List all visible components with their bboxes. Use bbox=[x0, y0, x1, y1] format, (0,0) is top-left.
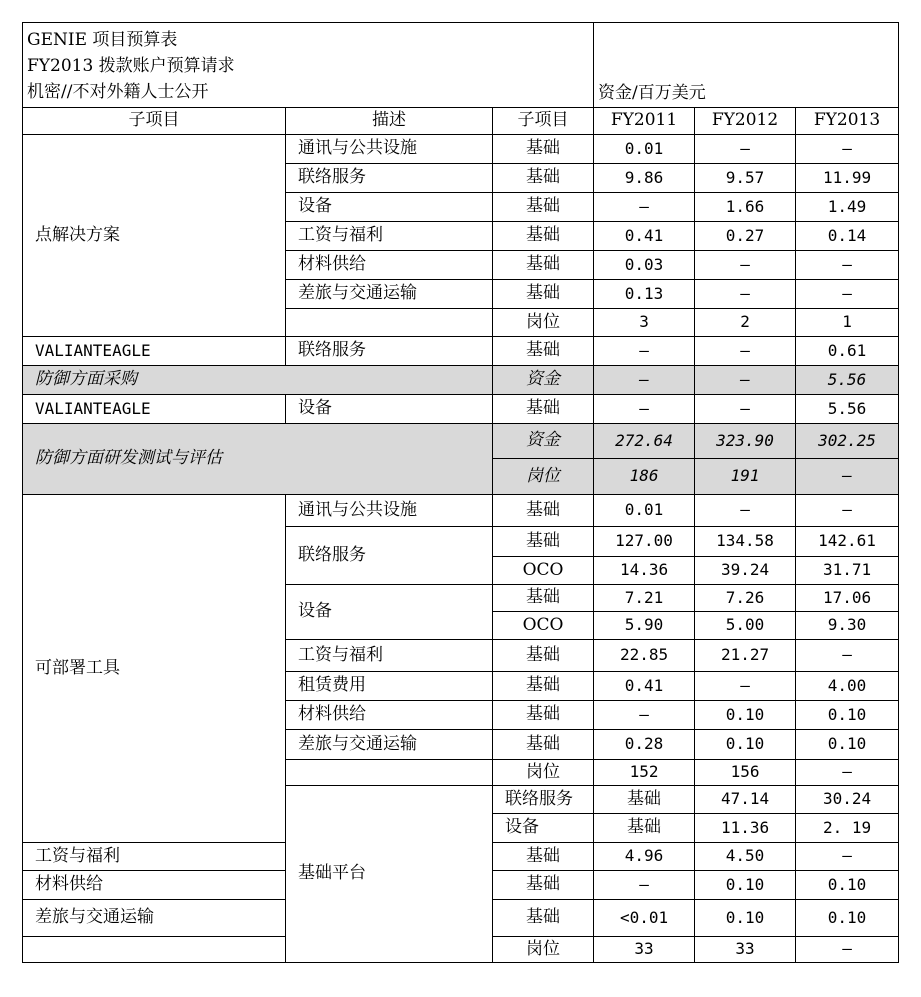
value-fy2011: 272.64 bbox=[594, 424, 695, 459]
row-description bbox=[286, 760, 493, 786]
col-header-sub-project: 子项目 bbox=[23, 108, 286, 135]
col-header-sub-item: 子项目 bbox=[493, 108, 594, 135]
row-description: 工资与福利 bbox=[23, 843, 286, 871]
row-description: 通讯与公共设施 bbox=[286, 495, 493, 527]
value-fy2012: 2. 19 bbox=[796, 814, 899, 843]
value-fy2012: 323.90 bbox=[695, 424, 796, 459]
row-description: 材料供给 bbox=[23, 871, 286, 900]
value-fy2011: – bbox=[594, 395, 695, 424]
value-fy2011: – bbox=[594, 193, 695, 222]
title-line-3: 机密//不对外籍人士公开 bbox=[27, 82, 209, 102]
title-block bbox=[23, 23, 594, 108]
value-fy2011: 5.90 bbox=[594, 612, 695, 640]
value-fy2013: – bbox=[796, 459, 899, 495]
value-fy2013: 0.61 bbox=[796, 337, 899, 366]
row-type: 基础 bbox=[493, 222, 594, 251]
value-fy2011: 152 bbox=[594, 760, 695, 786]
value-fy2013: 9.30 bbox=[796, 612, 899, 640]
value-fy2012: – bbox=[695, 337, 796, 366]
value-fy2013: 142.61 bbox=[796, 527, 899, 557]
value-fy2011: 0.13 bbox=[594, 280, 695, 309]
value-fy2011: – bbox=[594, 366, 695, 395]
row-type: 基础 bbox=[493, 672, 594, 701]
value-fy2012: 2 bbox=[695, 309, 796, 337]
row-type: 基础 bbox=[594, 786, 695, 814]
value-fy2011: 186 bbox=[594, 459, 695, 495]
title-line-2: FY2013 拨款账户预算请求 bbox=[27, 56, 235, 76]
table-row bbox=[23, 495, 899, 527]
value-fy2011: 14.36 bbox=[594, 557, 695, 585]
value-fy2011: 0.41 bbox=[594, 222, 695, 251]
value-fy2011: – bbox=[594, 871, 695, 900]
funding-unit: 资金/百万美元 bbox=[594, 23, 899, 108]
value-fy2012: 0.10 bbox=[695, 730, 796, 760]
value-fy2011: 33 bbox=[594, 937, 695, 963]
value-fy2012: 156 bbox=[695, 760, 796, 786]
column-header-row bbox=[23, 108, 899, 135]
value-fy2012: – bbox=[695, 280, 796, 309]
value-fy2011: 7.21 bbox=[594, 585, 695, 612]
value-fy2013: – bbox=[796, 251, 899, 280]
row-description: 设备 bbox=[286, 395, 493, 424]
value-fy2012: 0.27 bbox=[695, 222, 796, 251]
title-line-1: GENIE 项目预算表 bbox=[27, 30, 178, 50]
value-fy2012: 134.58 bbox=[695, 527, 796, 557]
value-fy2013: – bbox=[796, 495, 899, 527]
value-fy2011: 47.14 bbox=[695, 786, 796, 814]
row-type: 基础 bbox=[493, 164, 594, 193]
value-fy2011: 0.41 bbox=[594, 672, 695, 701]
row-description: 联络服务 bbox=[286, 337, 493, 366]
table-row bbox=[23, 135, 899, 164]
row-description: 材料供给 bbox=[286, 251, 493, 280]
row-description: 差旅与交通运输 bbox=[286, 280, 493, 309]
row-type: 岗位 bbox=[493, 760, 594, 786]
section-name-rdte: 防御方面研发测试与评估 bbox=[23, 424, 493, 495]
value-fy2013: – bbox=[796, 135, 899, 164]
row-type: 基础 bbox=[493, 337, 594, 366]
value-fy2011: 0.01 bbox=[594, 495, 695, 527]
row-type: 基础 bbox=[493, 527, 594, 557]
value-fy2012: – bbox=[695, 672, 796, 701]
value-fy2013: – bbox=[796, 937, 899, 963]
value-fy2011: 22.85 bbox=[594, 640, 695, 672]
value-fy2011: 11.36 bbox=[695, 814, 796, 843]
value-fy2013: 31.71 bbox=[796, 557, 899, 585]
value-fy2013: – bbox=[796, 640, 899, 672]
row-type: 基础 bbox=[493, 395, 594, 424]
row-type: 基础 bbox=[493, 280, 594, 309]
row-type: 基础 bbox=[493, 193, 594, 222]
value-fy2013: 11.99 bbox=[796, 164, 899, 193]
row-type: 岗位 bbox=[493, 459, 594, 495]
value-fy2012: 39.24 bbox=[695, 557, 796, 585]
row-type: 基础 bbox=[493, 495, 594, 527]
row-description: 差旅与交通运输 bbox=[286, 730, 493, 760]
value-fy2013: 5.56 bbox=[796, 366, 899, 395]
value-fy2013: 1.49 bbox=[796, 193, 899, 222]
row-description: 租赁费用 bbox=[286, 672, 493, 701]
value-fy2011: 3 bbox=[594, 309, 695, 337]
value-fy2013: 0.10 bbox=[796, 701, 899, 730]
value-fy2012: 7.26 bbox=[695, 585, 796, 612]
value-fy2012: 30.24 bbox=[796, 786, 899, 814]
row-type: 基础 bbox=[493, 871, 594, 900]
value-fy2013: 0.10 bbox=[796, 730, 899, 760]
value-fy2013: – bbox=[796, 280, 899, 309]
row-description: 通讯与公共设施 bbox=[286, 135, 493, 164]
value-fy2013: 302.25 bbox=[796, 424, 899, 459]
value-fy2013: 5.56 bbox=[796, 395, 899, 424]
value-fy2012: 9.57 bbox=[695, 164, 796, 193]
row-description: 联络服务 bbox=[286, 527, 493, 585]
row-type: 基础 bbox=[594, 814, 695, 843]
row-type: OCO bbox=[493, 557, 594, 585]
value-fy2012: 5.00 bbox=[695, 612, 796, 640]
col-header-fy2013: FY2013 bbox=[796, 108, 899, 135]
row-type: 基础 bbox=[493, 730, 594, 760]
section-row-procurement bbox=[23, 366, 899, 395]
title-row bbox=[23, 23, 899, 108]
row-type: 资金 bbox=[493, 424, 594, 459]
row-type: 基础 bbox=[493, 701, 594, 730]
value-fy2013: 0.14 bbox=[796, 222, 899, 251]
row-type: 资金 bbox=[493, 366, 594, 395]
budget-table bbox=[22, 22, 899, 963]
row-description: 差旅与交通运输 bbox=[23, 900, 286, 937]
value-fy2011: <0.01 bbox=[594, 900, 695, 937]
value-fy2011: 4.96 bbox=[594, 843, 695, 871]
value-fy2012: 0.10 bbox=[695, 701, 796, 730]
value-fy2012: – bbox=[695, 366, 796, 395]
table-row bbox=[23, 395, 899, 424]
row-type: 岗位 bbox=[493, 937, 594, 963]
value-fy2012: 21.27 bbox=[695, 640, 796, 672]
value-fy2011: – bbox=[594, 337, 695, 366]
row-description bbox=[23, 937, 286, 963]
section-row-rdte bbox=[23, 424, 899, 459]
row-type: 基础 bbox=[493, 640, 594, 672]
row-type: 基础 bbox=[493, 843, 594, 871]
value-fy2013: – bbox=[796, 760, 899, 786]
row-type: 基础 bbox=[493, 900, 594, 937]
row-type: 基础 bbox=[493, 251, 594, 280]
value-fy2011: 0.03 bbox=[594, 251, 695, 280]
col-header-fy2011: FY2011 bbox=[594, 108, 695, 135]
value-fy2013: – bbox=[796, 843, 899, 871]
value-fy2012: – bbox=[695, 495, 796, 527]
row-description: 设备 bbox=[286, 193, 493, 222]
table-row bbox=[23, 337, 899, 366]
row-description: 设备 bbox=[493, 814, 594, 843]
row-description: 材料供给 bbox=[286, 701, 493, 730]
row-type: OCO bbox=[493, 612, 594, 640]
value-fy2011: – bbox=[594, 701, 695, 730]
value-fy2012: 1.66 bbox=[695, 193, 796, 222]
group-name-point-solution: 点解决方案 bbox=[23, 135, 286, 337]
group-name-valianteagle: VALIANTEAGLE bbox=[23, 395, 286, 424]
row-type: 基础 bbox=[493, 585, 594, 612]
group-name-valianteagle: VALIANTEAGLE bbox=[23, 337, 286, 366]
value-fy2013: 1 bbox=[796, 309, 899, 337]
row-description: 设备 bbox=[286, 585, 493, 640]
row-description bbox=[286, 309, 493, 337]
value-fy2012: 191 bbox=[695, 459, 796, 495]
group-name-deployable: 可部署工具 bbox=[23, 495, 286, 843]
value-fy2012: – bbox=[695, 135, 796, 164]
row-description: 工资与福利 bbox=[286, 222, 493, 251]
group-name-base-platform: 基础平台 bbox=[286, 786, 493, 963]
value-fy2013: 17.06 bbox=[796, 585, 899, 612]
value-fy2012: 0.10 bbox=[695, 871, 796, 900]
row-type: 基础 bbox=[493, 135, 594, 164]
row-description: 联络服务 bbox=[286, 164, 493, 193]
value-fy2012: 0.10 bbox=[695, 900, 796, 937]
value-fy2011: 127.00 bbox=[594, 527, 695, 557]
row-description: 联络服务 bbox=[493, 786, 594, 814]
value-fy2013: 0.10 bbox=[796, 871, 899, 900]
value-fy2012: – bbox=[695, 251, 796, 280]
value-fy2012: 4.50 bbox=[695, 843, 796, 871]
value-fy2013: 0.10 bbox=[796, 900, 899, 937]
section-name-procurement: 防御方面采购 bbox=[23, 366, 493, 395]
value-fy2011: 0.01 bbox=[594, 135, 695, 164]
value-fy2011: 0.28 bbox=[594, 730, 695, 760]
col-header-description: 描述 bbox=[286, 108, 493, 135]
col-header-fy2012: FY2012 bbox=[695, 108, 796, 135]
value-fy2013: 4.00 bbox=[796, 672, 899, 701]
row-type: 岗位 bbox=[493, 309, 594, 337]
value-fy2012: 33 bbox=[695, 937, 796, 963]
row-description: 工资与福利 bbox=[286, 640, 493, 672]
value-fy2011: 9.86 bbox=[594, 164, 695, 193]
value-fy2012: – bbox=[695, 395, 796, 424]
